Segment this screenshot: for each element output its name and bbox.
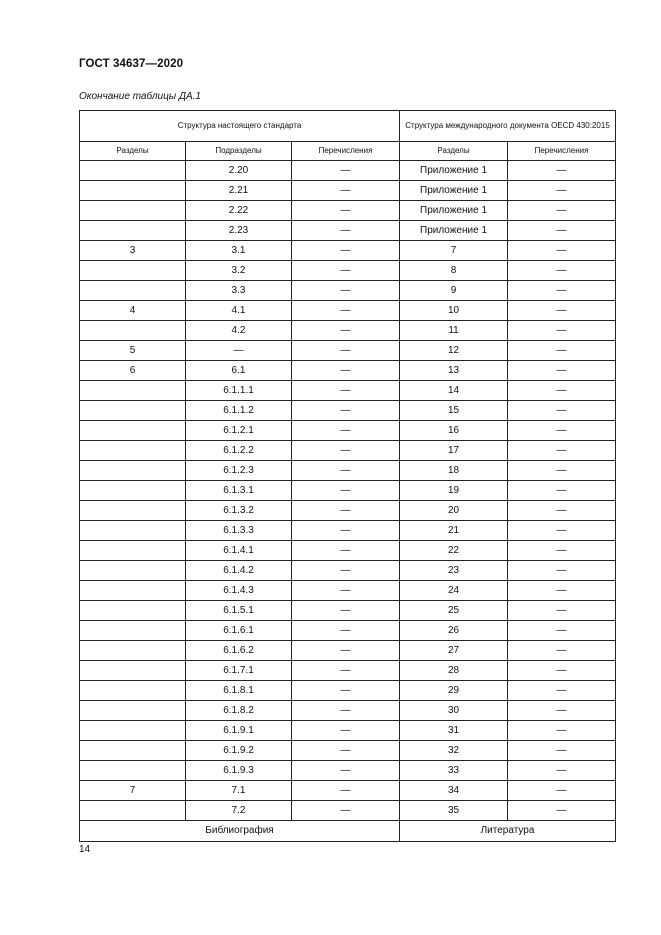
table-cell: —	[292, 181, 400, 201]
table-cell: 6.1.9.2	[186, 741, 292, 761]
table-row	[80, 561, 616, 581]
table-cell: —	[508, 701, 616, 721]
table-row	[80, 441, 616, 461]
table-cell: —	[292, 261, 400, 281]
table-cell: 6.1.6.2	[186, 641, 292, 661]
table-cell: —	[292, 441, 400, 461]
table-cell: 3.2	[186, 261, 292, 281]
table-cell: 2.21	[186, 181, 292, 201]
column-header: Перечисления	[292, 142, 400, 161]
bibliography-cell: Библиография	[80, 821, 400, 842]
table-cell: —	[292, 401, 400, 421]
table-cell: 20	[400, 501, 508, 521]
table-cell: —	[508, 481, 616, 501]
table-row	[80, 401, 616, 421]
table-cell: —	[508, 681, 616, 701]
page-number: 14	[79, 844, 91, 855]
table-cell: 22	[400, 541, 508, 561]
table-cell	[80, 601, 186, 621]
table-cell: —	[508, 261, 616, 281]
table-cell: —	[292, 421, 400, 441]
table-cell: 33	[400, 761, 508, 781]
table-cell: —	[508, 381, 616, 401]
document-id: ГОСТ 34637—2020	[79, 58, 184, 70]
table-row	[80, 641, 616, 661]
table-cell: 23	[400, 561, 508, 581]
table-cell: 6.1.4.3	[186, 581, 292, 601]
table-cell	[80, 461, 186, 481]
table-cell: —	[292, 221, 400, 241]
table-cell: 3.3	[186, 281, 292, 301]
table-cell: —	[508, 321, 616, 341]
column-header: Перечисления	[508, 142, 616, 161]
table-cell	[80, 661, 186, 681]
table-row	[80, 761, 616, 781]
table-row	[80, 321, 616, 341]
table-cell: —	[508, 641, 616, 661]
table-cell: —	[508, 601, 616, 621]
table-cell: —	[508, 421, 616, 441]
table-cell: 26	[400, 621, 508, 641]
table-cell	[80, 721, 186, 741]
table-cell: —	[508, 801, 616, 821]
column-header: Разделы	[400, 142, 508, 161]
table-cell: 21	[400, 521, 508, 541]
table-cell: —	[186, 341, 292, 361]
table-cell: —	[292, 341, 400, 361]
table-cell: 34	[400, 781, 508, 801]
table-cell: 6.1.1.1	[186, 381, 292, 401]
table-cell: 31	[400, 721, 508, 741]
table-cell: 7	[400, 241, 508, 261]
table-row	[80, 161, 616, 181]
table-row	[80, 481, 616, 501]
table-cell	[80, 701, 186, 721]
table-cell: 6	[80, 361, 186, 381]
table-cell	[80, 561, 186, 581]
table-row	[80, 701, 616, 721]
table-cell: 6.1.3.2	[186, 501, 292, 521]
table-cell: 6.1.8.1	[186, 681, 292, 701]
table-cell: 13	[400, 361, 508, 381]
table-cell: —	[292, 641, 400, 661]
table-cell: 9	[400, 281, 508, 301]
table-cell	[80, 621, 186, 641]
table-row	[80, 281, 616, 301]
table-cell: 17	[400, 441, 508, 461]
table-cell: —	[508, 241, 616, 261]
table-cell: —	[508, 781, 616, 801]
table-cell: —	[292, 501, 400, 521]
table-cell: 6.1.4.1	[186, 541, 292, 561]
table-cell: —	[292, 281, 400, 301]
table-cell: —	[508, 541, 616, 561]
table-cell: 16	[400, 421, 508, 441]
table-cell: —	[508, 401, 616, 421]
right-group-header: Структура международного документа OECD 430:2015	[400, 111, 616, 142]
table-cell: 4	[80, 301, 186, 321]
table-cell: 24	[400, 581, 508, 601]
table-row	[80, 241, 616, 261]
table-cell: 32	[400, 741, 508, 761]
table-caption: Окончание таблицы ДА.1	[79, 91, 201, 102]
table-cell: 6.1.9.1	[186, 721, 292, 741]
table-cell: —	[292, 241, 400, 261]
table-cell: —	[292, 781, 400, 801]
table-cell: —	[292, 741, 400, 761]
table-cell: —	[508, 341, 616, 361]
table-cell: —	[292, 621, 400, 641]
table-row	[80, 261, 616, 281]
footer-row	[80, 821, 616, 842]
table-cell: —	[292, 801, 400, 821]
table-cell	[80, 541, 186, 561]
table-cell: —	[292, 461, 400, 481]
column-header: Подразделы	[186, 142, 292, 161]
table-cell: 6.1.1.2	[186, 401, 292, 421]
table-row	[80, 661, 616, 681]
table-cell: 4.2	[186, 321, 292, 341]
table-cell: 7.2	[186, 801, 292, 821]
table-cell: 15	[400, 401, 508, 421]
table-cell: 2.20	[186, 161, 292, 181]
table-cell: —	[508, 661, 616, 681]
table-cell	[80, 281, 186, 301]
left-group-header: Структура настоящего стандарта	[80, 111, 400, 142]
table-cell: —	[508, 201, 616, 221]
table-cell: 6.1	[186, 361, 292, 381]
table-row	[80, 201, 616, 221]
table-cell: Приложение 1	[400, 221, 508, 241]
table-cell: —	[292, 661, 400, 681]
table-cell: 3.1	[186, 241, 292, 261]
table-cell: Приложение 1	[400, 201, 508, 221]
table-cell: 6.1.3.3	[186, 521, 292, 541]
table-cell: —	[292, 361, 400, 381]
table-cell: —	[292, 481, 400, 501]
table-cell	[80, 741, 186, 761]
table-cell: 6.1.2.1	[186, 421, 292, 441]
table-cell: —	[508, 221, 616, 241]
table-cell	[80, 801, 186, 821]
table-cell: 10	[400, 301, 508, 321]
table-cell: —	[508, 561, 616, 581]
table-cell: —	[292, 321, 400, 341]
table-cell: 6.1.6.1	[186, 621, 292, 641]
table-cell: 6.1.2.3	[186, 461, 292, 481]
table-cell: 6.1.9.3	[186, 761, 292, 781]
table-cell: —	[292, 701, 400, 721]
table-cell	[80, 401, 186, 421]
table-cell: —	[292, 601, 400, 621]
table-row	[80, 781, 616, 801]
table-cell	[80, 441, 186, 461]
correspondence-table	[79, 110, 616, 842]
table-cell: 5	[80, 341, 186, 361]
table-cell	[80, 161, 186, 181]
table-cell: 6.1.3.1	[186, 481, 292, 501]
table-row	[80, 301, 616, 321]
table-cell: 14	[400, 381, 508, 401]
table-cell	[80, 421, 186, 441]
table-cell: —	[292, 581, 400, 601]
table-cell: —	[292, 381, 400, 401]
table-cell: —	[508, 721, 616, 741]
table-cell: 6.1.8.2	[186, 701, 292, 721]
table-row	[80, 741, 616, 761]
table-cell: —	[508, 521, 616, 541]
literature-cell: Литература	[400, 821, 616, 842]
column-header-row	[80, 142, 616, 161]
table-row	[80, 681, 616, 701]
table-row	[80, 341, 616, 361]
column-header: Разделы	[80, 142, 186, 161]
table-cell	[80, 501, 186, 521]
table-cell: 3	[80, 241, 186, 261]
table-cell	[80, 201, 186, 221]
table-cell: 8	[400, 261, 508, 281]
table-cell: 12	[400, 341, 508, 361]
table-cell: 25	[400, 601, 508, 621]
table-cell: 27	[400, 641, 508, 661]
table-row	[80, 221, 616, 241]
table-cell: Приложение 1	[400, 161, 508, 181]
table-cell	[80, 381, 186, 401]
table-cell: 28	[400, 661, 508, 681]
table-row	[80, 721, 616, 741]
table-row	[80, 361, 616, 381]
table-row	[80, 421, 616, 441]
table-cell: —	[508, 301, 616, 321]
table-cell: —	[508, 161, 616, 181]
table-cell: 2.22	[186, 201, 292, 221]
table-cell: —	[508, 441, 616, 461]
table-cell	[80, 321, 186, 341]
group-header-row	[80, 111, 616, 142]
table-cell: 6.1.2.2	[186, 441, 292, 461]
table-cell: —	[292, 521, 400, 541]
table-cell: —	[508, 761, 616, 781]
table-cell: —	[292, 201, 400, 221]
table-cell	[80, 181, 186, 201]
table-cell	[80, 521, 186, 541]
table-cell: 19	[400, 481, 508, 501]
table-cell: —	[508, 621, 616, 641]
table-cell	[80, 641, 186, 661]
table-cell	[80, 761, 186, 781]
table-cell: 29	[400, 681, 508, 701]
table-cell: —	[292, 761, 400, 781]
table-row	[80, 501, 616, 521]
table-cell: 11	[400, 321, 508, 341]
table-cell: —	[292, 541, 400, 561]
table-row	[80, 381, 616, 401]
table-cell: —	[292, 161, 400, 181]
table-body	[80, 161, 616, 821]
table-cell: 4.1	[186, 301, 292, 321]
table-cell: —	[508, 741, 616, 761]
table-cell: —	[292, 561, 400, 581]
table-cell: —	[508, 281, 616, 301]
table-cell: —	[508, 181, 616, 201]
table-cell: Приложение 1	[400, 181, 508, 201]
table-cell: 30	[400, 701, 508, 721]
table-cell: 7.1	[186, 781, 292, 801]
table-cell	[80, 681, 186, 701]
table-cell: 6.1.4.2	[186, 561, 292, 581]
table-cell: 35	[400, 801, 508, 821]
table-cell	[80, 581, 186, 601]
table-cell: 7	[80, 781, 186, 801]
table-row	[80, 181, 616, 201]
table-cell: —	[292, 681, 400, 701]
table-cell	[80, 481, 186, 501]
table-cell: —	[292, 301, 400, 321]
table-row	[80, 621, 616, 641]
table-cell	[80, 261, 186, 281]
table-cell: —	[508, 581, 616, 601]
table-row	[80, 601, 616, 621]
table-cell: 18	[400, 461, 508, 481]
table-cell: —	[508, 461, 616, 481]
table-row	[80, 521, 616, 541]
table-cell: —	[508, 501, 616, 521]
table-row	[80, 461, 616, 481]
table-row	[80, 581, 616, 601]
table-cell	[80, 221, 186, 241]
table-cell: —	[508, 361, 616, 381]
table-cell: —	[292, 721, 400, 741]
table-cell: 2.23	[186, 221, 292, 241]
table-cell: 6.1.5.1	[186, 601, 292, 621]
table-row	[80, 801, 616, 821]
table-cell: 6.1.7.1	[186, 661, 292, 681]
table-row	[80, 541, 616, 561]
